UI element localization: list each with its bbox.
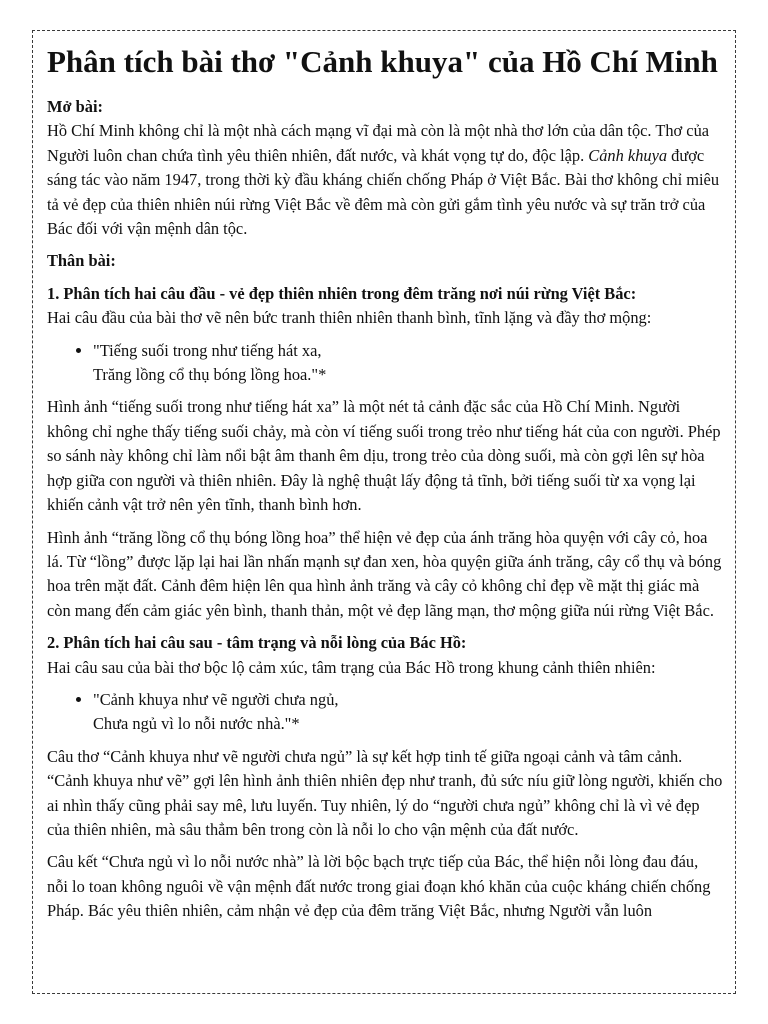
document-content bbox=[47, 43, 723, 932]
section1-verse bbox=[93, 339, 723, 388]
section2-lead: Hai câu sau của bài thơ bộc lộ cảm xúc, tâm trạng của Bác Hồ trong khung cảnh thiên nhiên: bbox=[47, 657, 656, 677]
body-heading: Thân bài: bbox=[47, 251, 116, 271]
intro-heading: Mở bài: bbox=[47, 97, 103, 116]
intro-text-after: được sáng tác vào năm 1947, trong thời kỳ đầu kháng chiến chống Pháp ở Việt Bắc. Bài thơ không chỉ miêu tả vẻ đẹp của thiên nhiên núi rừng Việt Bắc về đêm mà còn gửi gắm tình yêu nước và sự trăn trở của Bác đối với vận mệnh dân tộc. bbox=[47, 145, 720, 239]
section1-paragraph-1: Hình ảnh “tiếng suối trong như tiếng hát xa” là một nét tả cảnh đặc sắc của Hồ Chí Minh. Người không chỉ nghe thấy tiếng suối chảy, mà còn ví tiếng suối trong trẻo như tiếng hát của con người. Phép so sánh này không chỉ làm nổi bật âm thanh êm dịu, trong trẻo của dòng suối, mà còn gợi lên sự hòa hợp giữa con người và thiên nhiên. Đây là nghệ thuật lấy động tả tĩnh, bởi tiếng suối từ xa vọng lại khiến cảnh vật trở nên yên tĩnh, thanh bình hơn. bbox=[47, 397, 721, 515]
section1-intro bbox=[47, 282, 723, 331]
section1-paragraph-2: Hình ảnh “trăng lồng cổ thụ bóng lồng hoa” thể hiện vẻ đẹp của ánh trăng hòa quyện với cây cỏ, hoa lá. Từ “lồng” được lặp lại hai lần nhấn mạnh sự đan xen, hòa quyện giữa ánh trăng, cây cổ thụ và bóng hoa trên mặt đất. Cảnh đêm hiện lên qua hình ảnh trăng và cây cỏ không chỉ đẹp về mặt thị giác mà còn mang đến cảm giác yên bình, thanh thản, một vẻ đẹp lãng mạn, thơ mộng giữa núi rừng Việt Bắc. bbox=[47, 527, 722, 620]
section1-verse-line-2: Trăng lồng cổ thụ bóng lồng hoa."* bbox=[93, 365, 327, 385]
section2-heading: 2. Phân tích hai câu sau - tâm trạng và nỗi lòng của Bác Hồ: bbox=[47, 633, 467, 653]
section1-lead: Hai câu đầu của bài thơ vẽ nên bức tranh thiên nhiên thanh bình, tĩnh lặng và đầy thơ mộng: bbox=[47, 308, 652, 328]
section2-verse-list bbox=[47, 688, 723, 737]
section2-verse-line-2: Chưa ngủ vì lo nỗi nước nhà."* bbox=[93, 714, 300, 734]
section1-verse-list bbox=[47, 339, 723, 388]
section2-intro bbox=[47, 631, 723, 680]
section2-paragraph-2: Câu kết “Chưa ngủ vì lo nỗi nước nhà” là lời bộc bạch trực tiếp của Bác, thể hiện nỗi lòng đau đáu, nỗi lo toan không nguôi về vận mệnh đất nước trong giai đoạn khó khăn của cuộc kháng chiến chống Pháp. Bác yêu thiên nhiên, cảm nhận vẻ đẹp của đêm trăng Việt Bắc, nhưng Người vẫn luôn bbox=[47, 852, 711, 921]
section1-heading: 1. Phân tích hai câu đầu - vẻ đẹp thiên nhiên trong đêm trăng nơi núi rừng Việt Bắc: bbox=[47, 283, 637, 303]
section2-verse-line-1: • "Cảnh khuya như vẽ người chưa ngủ, bbox=[93, 689, 339, 709]
page-frame bbox=[32, 30, 736, 994]
page-title: Phân tích bài thơ "Cảnh khuya" của Hồ Chí Minh bbox=[47, 44, 718, 79]
intro-text-before: Hồ Chí Minh không chỉ là một nhà cách mạng vĩ đại mà còn là một nhà thơ lớn của dân tộc. Thơ của Người luôn chan chứa tình yêu thiên nhiên, đất nước, và khát vọng tự do, độc lập. bbox=[47, 121, 710, 165]
section1-verse-line-1: • "Tiếng suối trong như tiếng hát xa, bbox=[93, 340, 322, 360]
section2-paragraph-1: Câu thơ “Cảnh khuya như vẽ người chưa ngủ” là sự kết hợp tinh tế giữa ngoại cảnh và tâm cảnh. “Cảnh khuya như vẽ” gợi lên hình ảnh thiên nhiên đẹp như tranh, đủ sức níu giữ lòng người, khiến cho ai nhìn thấy cũng phải say mê, lưu luyến. Tuy nhiên, lý do “người chưa ngủ” không chỉ là vì vẻ đẹp của thiên nhiên, mà sâu thẳm bên trong còn là nỗi lo cho vận mệnh của đất nước. bbox=[47, 746, 723, 839]
section2-verse bbox=[93, 688, 723, 737]
intro-paragraph bbox=[47, 95, 723, 241]
intro-poem-title: Cảnh khuya bbox=[588, 145, 668, 165]
